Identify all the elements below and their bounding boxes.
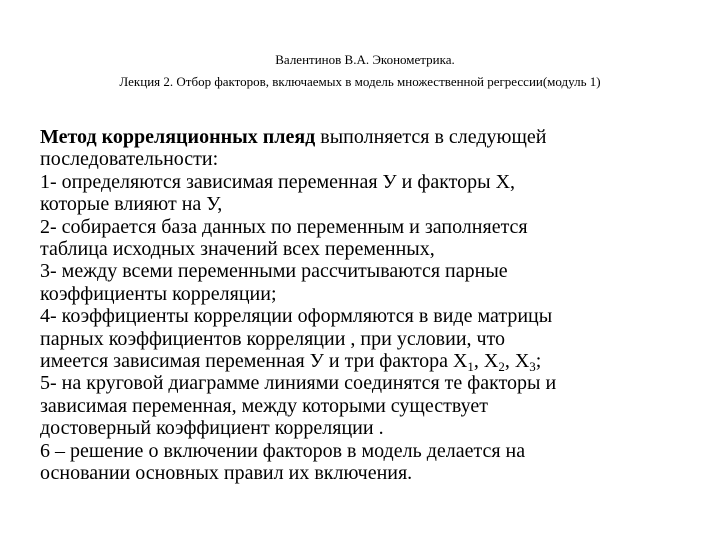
step-4-line-3-text: имеется зависимая переменная У и три фактора Х — [40, 350, 468, 373]
intro-rest: выполняется в следующей — [315, 126, 547, 148]
header-lecture-title: Лекция 2. Отбор факторов, включаемых в модель множественной регрессии(модуль 1) — [119, 74, 601, 89]
separator-1: , Х — [473, 350, 499, 373]
main-text — [40, 126, 705, 485]
step-1-line-2: которые влияют на У, — [40, 193, 223, 216]
step-5-line-2: зависимая переменная, между которыми существует — [40, 394, 488, 417]
header-author-title: Валентинов В.А. Эконометрика. — [275, 52, 455, 67]
subscript-1: 1 — [467, 359, 474, 375]
step-3-line-2: коэффициенты корреляции; — [40, 282, 277, 305]
subscript-2: 2 — [498, 359, 505, 375]
method-name: Метод корреляционных плеяд — [40, 126, 316, 148]
step-2-line-2: таблица исходных значений всех переменных, — [40, 238, 435, 261]
step-4-line-1: 4- коэффициенты корреляции оформляются в виде матрицы — [40, 305, 553, 328]
step-4-line-3 — [40, 350, 705, 375]
step-6-line-1: 6 – решение о включении факторов в модель делается на — [40, 439, 526, 462]
step-5-line-1: 5- на круговой диаграмме линиями соединятся те факторы и — [40, 372, 557, 395]
separator-2: , Х — [504, 350, 530, 373]
step-6-line-2: основании основных правил их включения. — [40, 462, 413, 485]
intro-line — [40, 126, 705, 148]
step-5-line-3: достоверный коэффициент корреляции . — [40, 417, 384, 440]
step-1-line-1: 1- определяются зависимая переменная У и факторы Х, — [40, 170, 516, 193]
subscript-3: 3 — [529, 359, 536, 375]
step-3-line-1: 3- между всеми переменными рассчитываются парные — [40, 260, 508, 283]
step-2-line-1: 2- собирается база данных по переменным и заполняется — [40, 215, 528, 238]
intro-line-2: последовательности: — [40, 148, 219, 171]
step-4-end: ; — [535, 350, 542, 373]
step-4-line-2: парных коэффициентов корреляции , при условии, что — [40, 327, 506, 350]
